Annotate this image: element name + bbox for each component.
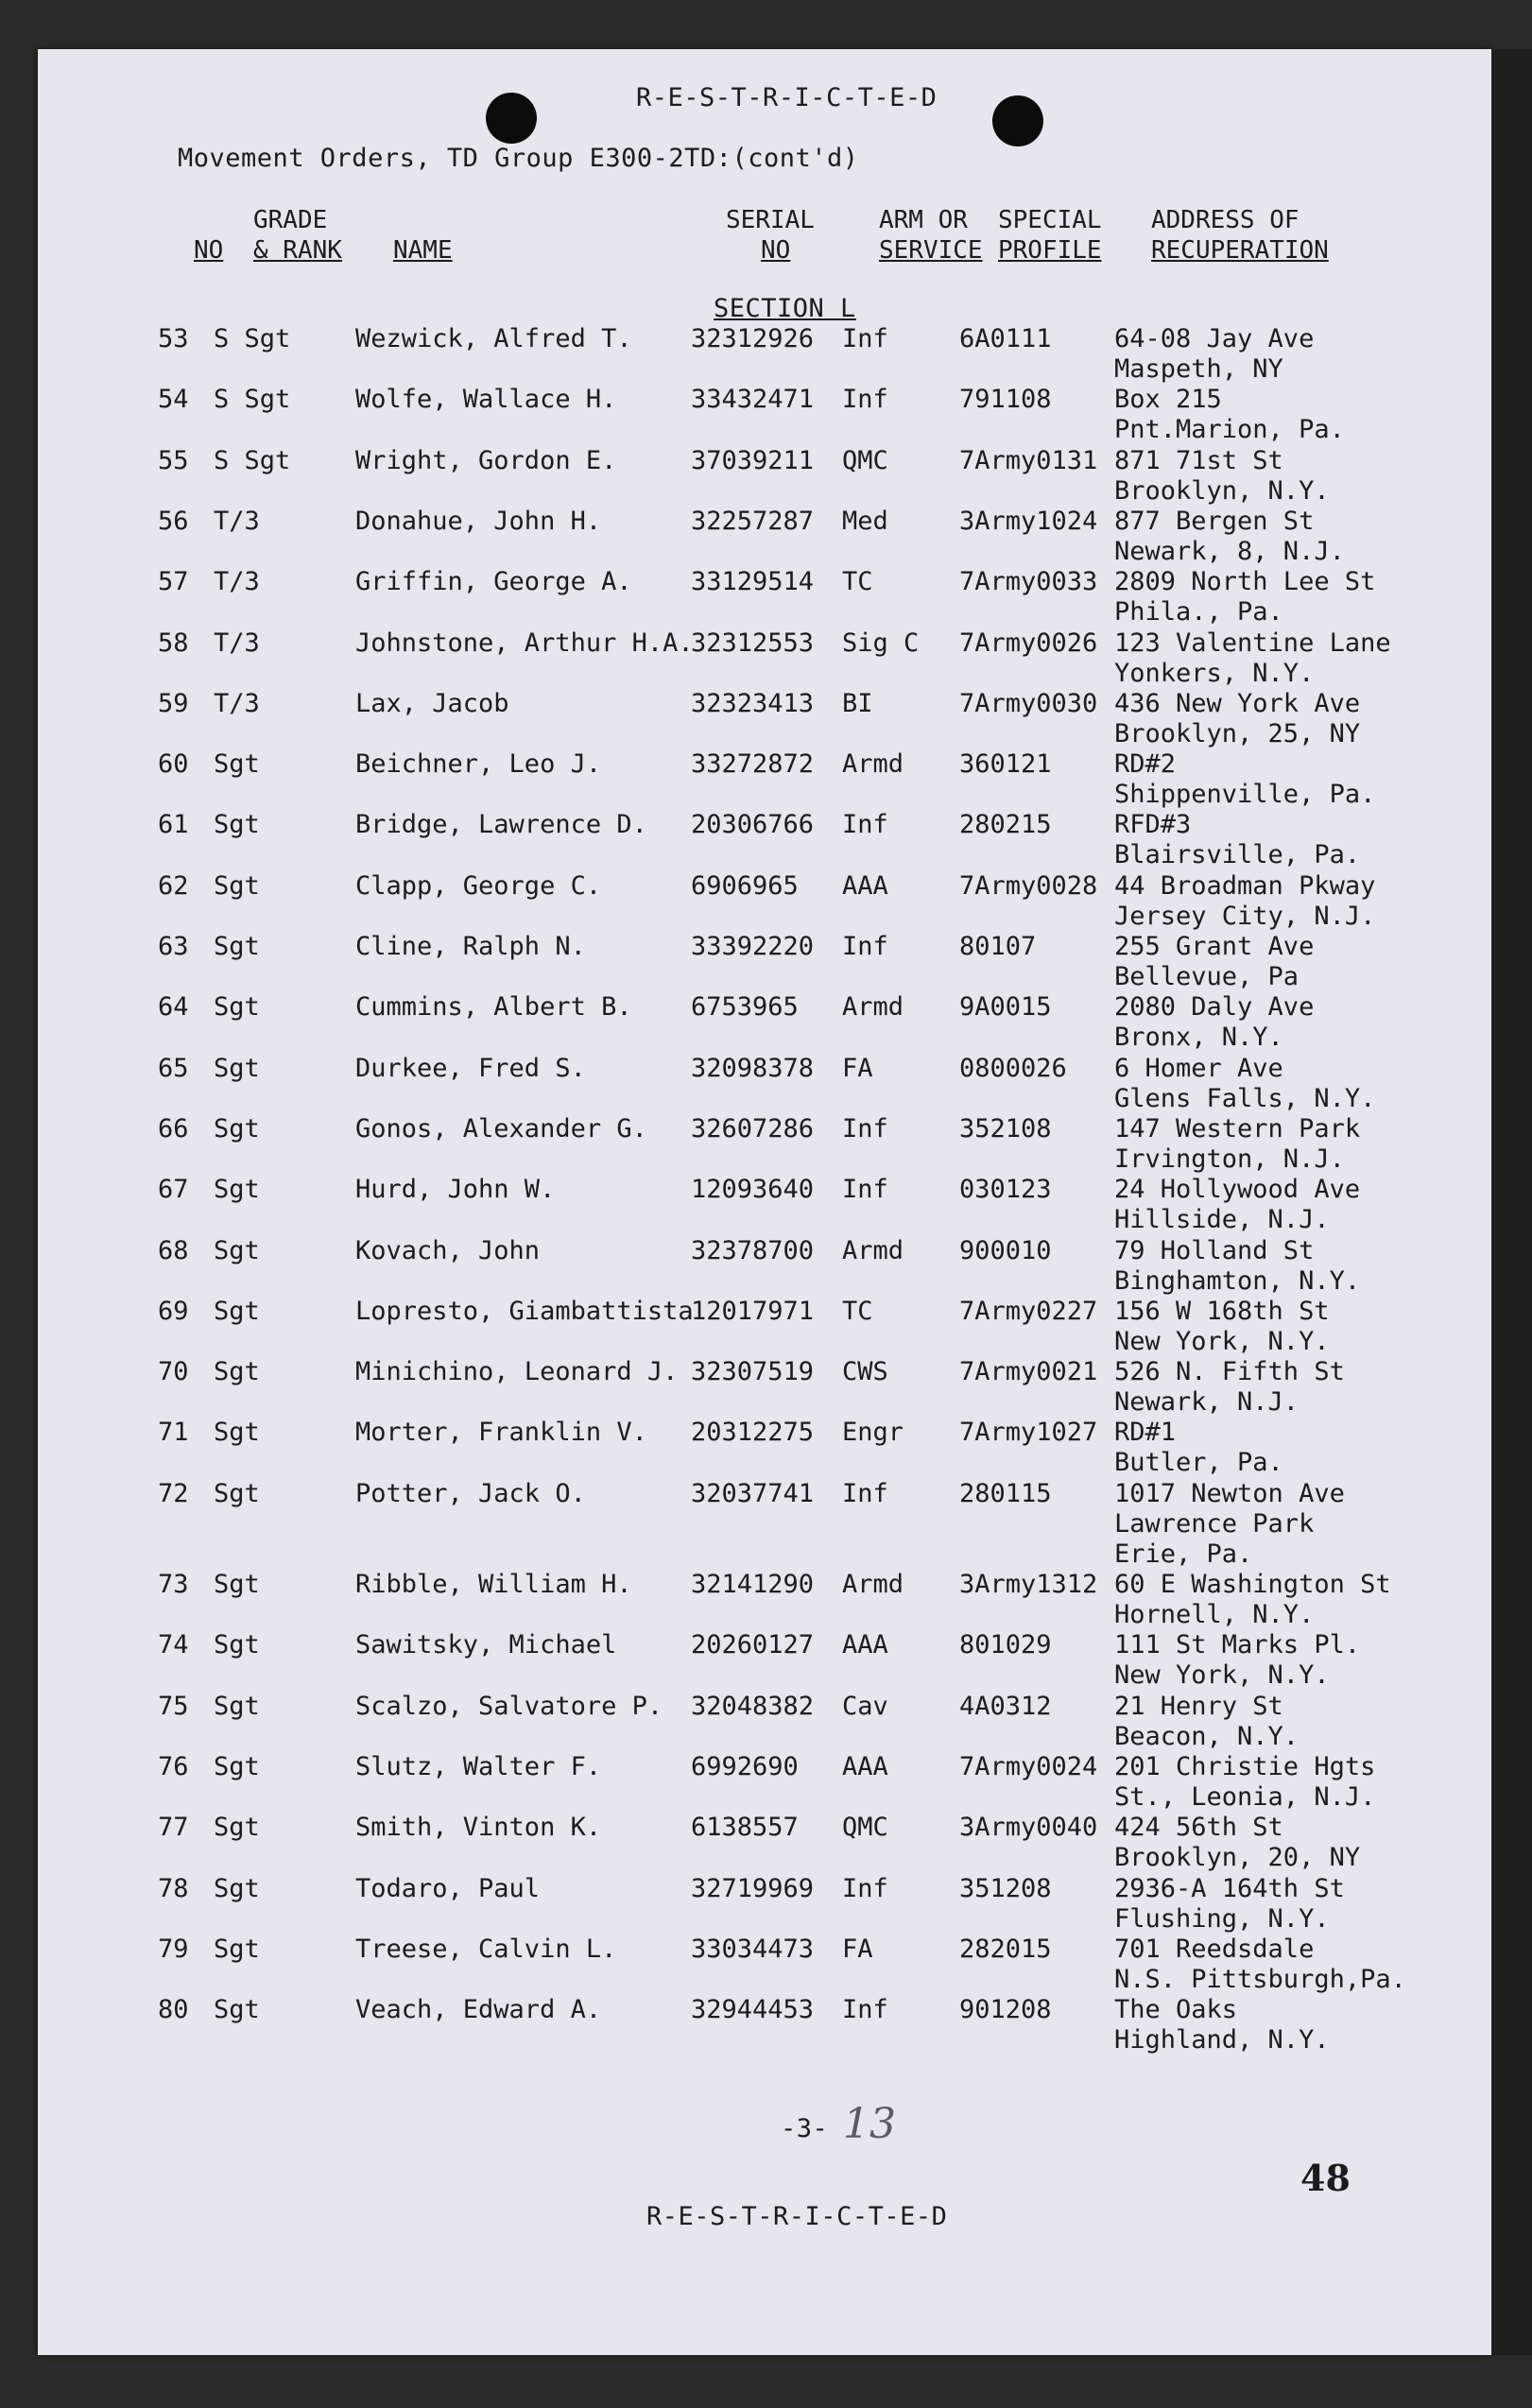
row-address-line-1: 21 Henry St [1114, 1691, 1283, 1721]
row-name: Cummins, Albert B. [355, 992, 632, 1023]
row-arm: AAA [842, 870, 888, 901]
row-serial: 6753965 [691, 992, 799, 1023]
row-name: Sawitsky, Michael [355, 1630, 617, 1660]
row-grade: Sgt [214, 992, 260, 1023]
row-grade: Sgt [214, 1478, 260, 1508]
table-row [0, 1813, 1532, 1873]
table-row [0, 992, 1532, 1053]
row-profile: 282015 [959, 1934, 1052, 1964]
row-number: 62 [158, 870, 189, 901]
row-number: 69 [158, 1296, 189, 1326]
row-grade: Sgt [214, 1113, 260, 1144]
row-profile: 901208 [959, 1995, 1052, 2025]
row-arm: QMC [842, 1813, 888, 1843]
row-address-line-2: Newark, N.J. [1114, 1387, 1300, 1418]
row-name: Veach, Edward A. [355, 1995, 602, 2025]
row-address-line-1: 871 71st St [1114, 445, 1283, 475]
row-address-line-2: Shippenville, Pa. [1114, 780, 1376, 810]
row-serial: 32944453 [691, 1995, 815, 2025]
row-grade: Sgt [214, 1934, 260, 1964]
row-address-line-1: 2936-A 164th St [1114, 1873, 1345, 1903]
row-number: 70 [158, 1357, 189, 1387]
row-profile: 360121 [959, 749, 1052, 780]
row-profile: 7Army1027 [959, 1418, 1098, 1448]
row-profile: 352108 [959, 1113, 1052, 1144]
row-address-line-1: 60 E Washington St [1114, 1570, 1391, 1599]
row-number: 58 [158, 628, 189, 658]
row-number: 74 [158, 1630, 189, 1660]
row-arm: AAA [842, 1751, 888, 1781]
row-serial: 32312553 [691, 628, 815, 658]
row-profile: 030123 [959, 1175, 1052, 1205]
table-row [0, 1995, 1532, 2055]
header-serial-line2: NO [761, 236, 791, 265]
row-grade: S Sgt [214, 385, 291, 415]
row-arm: FA [842, 1053, 873, 1083]
stamp-number: 48 [1300, 2157, 1351, 2199]
row-grade: T/3 [214, 567, 260, 597]
row-address-line-2: Hornell, N.Y. [1114, 1600, 1315, 1629]
row-name: Wezwick, Alfred T. [355, 324, 632, 353]
row-address-line-1: Box 215 [1114, 385, 1222, 415]
row-profile: 3Army1312 [959, 1570, 1098, 1599]
row-arm: Inf [842, 1113, 888, 1144]
row-serial: 32257287 [691, 506, 815, 536]
row-address-line-1: RFD#3 [1114, 810, 1192, 840]
row-profile: 801029 [959, 1630, 1052, 1660]
row-profile: 7Army0227 [959, 1296, 1098, 1326]
row-arm: Med [842, 506, 888, 536]
row-number: 76 [158, 1751, 189, 1781]
row-number: 67 [158, 1175, 189, 1205]
row-address-line-2: Brooklyn, 25, NY [1114, 718, 1361, 748]
row-number: 56 [158, 506, 189, 536]
table-row [0, 1175, 1532, 1235]
row-arm: Engr [842, 1418, 904, 1448]
row-address-line-1: 111 St Marks Pl. [1114, 1630, 1361, 1660]
row-number: 75 [158, 1691, 189, 1721]
row-address-line-2: Pnt.Marion, Pa. [1114, 415, 1345, 445]
row-serial: 20260127 [691, 1630, 815, 1660]
row-name: Durkee, Fred S. [355, 1053, 586, 1083]
table-row [0, 749, 1532, 810]
row-address-line-1: The Oaks [1114, 1995, 1238, 2025]
row-address-line-2: New York, N.Y. [1114, 1660, 1330, 1691]
row-serial: 6138557 [691, 1813, 799, 1843]
row-arm: TC [842, 1296, 873, 1326]
row-name: Hurd, John W. [355, 1175, 556, 1205]
row-address-line-2: Phila., Pa. [1114, 597, 1283, 628]
row-name: Lopresto, Giambattista [355, 1296, 694, 1326]
row-number: 80 [158, 1995, 189, 2025]
header-grade-line2: & RANK [253, 236, 342, 265]
row-name: Cline, Ralph N. [355, 932, 586, 961]
row-name: Scalzo, Salvatore P. [355, 1691, 663, 1721]
row-profile: 3Army0040 [959, 1813, 1098, 1843]
row-profile: 7Army0033 [959, 567, 1098, 597]
row-number: 54 [158, 385, 189, 415]
row-arm: Inf [842, 810, 888, 840]
row-number: 73 [158, 1570, 189, 1599]
row-serial: 32307519 [691, 1357, 815, 1387]
row-address-line-2: Beacon, N.Y. [1114, 1721, 1300, 1751]
row-serial: 37039211 [691, 445, 815, 475]
header-address-line2: RECUPERATION [1151, 236, 1329, 265]
row-number: 65 [158, 1053, 189, 1083]
row-number: 63 [158, 932, 189, 961]
row-number: 78 [158, 1873, 189, 1903]
row-arm: Inf [842, 1478, 888, 1508]
row-serial: 12093640 [691, 1175, 815, 1205]
row-serial: 33034473 [691, 1934, 815, 1964]
row-address-line-1: 44 Broadman Pkway [1114, 870, 1376, 901]
row-serial: 33129514 [691, 567, 815, 597]
row-address-line-2: Glens Falls, N.Y. [1114, 1083, 1376, 1113]
row-name: Ribble, William H. [355, 1570, 632, 1599]
row-grade: T/3 [214, 628, 260, 658]
table-row [0, 567, 1532, 628]
row-profile: 900010 [959, 1235, 1052, 1265]
table-row [0, 1874, 1532, 1935]
row-serial: 32719969 [691, 1873, 815, 1903]
row-grade: Sgt [214, 1751, 260, 1781]
row-arm: Inf [842, 932, 888, 961]
row-name: Todaro, Paul [355, 1873, 541, 1903]
row-grade: Sgt [214, 1873, 260, 1903]
table-row [0, 324, 1532, 385]
row-number: 61 [158, 810, 189, 840]
row-address-line-2: Flushing, N.Y. [1114, 1903, 1330, 1934]
header-arm-line1: ARM OR [879, 206, 968, 234]
row-profile: 0800026 [959, 1053, 1067, 1083]
row-arm: Sig C [842, 628, 920, 658]
row-number: 72 [158, 1478, 189, 1508]
row-address-line-1: 1017 Newton Ave [1114, 1478, 1345, 1508]
row-address-line-2: New York, N.Y. [1114, 1326, 1330, 1356]
row-address-line-1: 79 Holland St [1114, 1235, 1315, 1265]
row-grade: S Sgt [214, 445, 291, 475]
row-profile: 7Army0026 [959, 628, 1098, 658]
row-number: 77 [158, 1813, 189, 1843]
row-grade: Sgt [214, 1053, 260, 1083]
row-grade: Sgt [214, 1813, 260, 1843]
row-name: Lax, Jacob [355, 688, 509, 718]
row-grade: Sgt [214, 1691, 260, 1721]
row-address-line-2: Blairsville, Pa. [1114, 840, 1361, 870]
row-arm: Inf [842, 385, 888, 415]
row-profile: 7Army0021 [959, 1357, 1098, 1387]
restricted-top-marking: R-E-S-T-R-I-C-T-E-D [636, 83, 938, 112]
row-address-line-2: Bronx, N.Y. [1114, 1023, 1283, 1053]
row-profile: 7Army0131 [959, 445, 1098, 475]
row-serial: 32607286 [691, 1113, 815, 1144]
header-name: NAME [393, 236, 453, 265]
row-arm: AAA [842, 1630, 888, 1660]
row-grade: Sgt [214, 1570, 260, 1599]
section-label: SECTION L [714, 294, 856, 323]
row-grade: Sgt [214, 1630, 260, 1660]
row-name: Wright, Gordon E. [355, 445, 617, 475]
row-serial: 32312926 [691, 324, 815, 353]
row-address-line-1: 156 W 168th St [1114, 1296, 1330, 1326]
row-serial: 32378700 [691, 1235, 815, 1265]
row-address-line-1: 255 Grant Ave [1114, 932, 1315, 961]
table-row [0, 1752, 1532, 1813]
handwritten-note: 13 [843, 2100, 896, 2148]
header-no: NO [194, 236, 224, 265]
row-name: Potter, Jack O. [355, 1478, 586, 1508]
row-name: Johnstone, Arthur H.A. [355, 628, 694, 658]
table-row [0, 1114, 1532, 1175]
row-profile: 9A0015 [959, 992, 1052, 1023]
table-row [0, 446, 1532, 507]
row-profile: 7Army0024 [959, 1751, 1098, 1781]
row-address-line-2: Brooklyn, N.Y. [1114, 475, 1330, 506]
table-row [0, 932, 1532, 992]
row-address-line-2: Hillside, N.J. [1114, 1205, 1330, 1235]
table-row [0, 1054, 1532, 1114]
row-address-line-2: Yonkers, N.Y. [1114, 658, 1315, 688]
row-name: Minichino, Leonard J. [355, 1357, 679, 1387]
header-address-line1: ADDRESS OF [1151, 206, 1300, 234]
row-name: Treese, Calvin L. [355, 1934, 617, 1964]
row-arm: Armd [842, 992, 904, 1023]
row-number: 71 [158, 1418, 189, 1448]
row-address-line-2: Irvington, N.J. [1114, 1144, 1345, 1174]
table-row [0, 1692, 1532, 1752]
row-name: Slutz, Walter F. [355, 1751, 602, 1781]
row-arm: Inf [842, 1175, 888, 1205]
row-name: Clapp, George C. [355, 870, 602, 901]
document-title: Movement Orders, TD Group E300-2TD:(cont'd) [178, 144, 859, 173]
header-profile-line2: PROFILE [998, 236, 1102, 265]
row-address-line-1: 64-08 Jay Ave [1114, 324, 1315, 353]
row-address-line-1: 2809 North Lee St [1114, 567, 1376, 597]
row-arm: FA [842, 1934, 873, 1964]
row-name: Bridge, Lawrence D. [355, 810, 647, 840]
page-number: -3- [781, 2114, 829, 2143]
row-arm: QMC [842, 445, 888, 475]
row-arm: Inf [842, 324, 888, 353]
row-name: Morter, Franklin V. [355, 1418, 647, 1448]
header-arm-line2: SERVICE [879, 236, 983, 265]
row-profile: 80107 [959, 932, 1037, 961]
row-number: 59 [158, 688, 189, 718]
row-serial: 32048382 [691, 1691, 815, 1721]
row-serial: 33392220 [691, 932, 815, 961]
row-grade: Sgt [214, 1357, 260, 1387]
row-serial: 32098378 [691, 1053, 815, 1083]
row-grade: Sgt [214, 870, 260, 901]
row-address-line-2: St., Leonia, N.J. [1114, 1781, 1376, 1812]
row-profile: 351208 [959, 1873, 1052, 1903]
row-profile: 6A0111 [959, 324, 1052, 353]
row-address-line-2: N.S. Pittsburgh,Pa. [1114, 1964, 1406, 1994]
table-row [0, 810, 1532, 870]
table-row [0, 385, 1532, 445]
row-serial: 32323413 [691, 688, 815, 718]
row-arm: Armd [842, 749, 904, 780]
table-row [0, 1236, 1532, 1297]
row-number: 57 [158, 567, 189, 597]
row-serial: 20306766 [691, 810, 815, 840]
row-address-line-1: 2080 Daly Ave [1114, 992, 1315, 1023]
row-serial: 33272872 [691, 749, 815, 780]
table-row [0, 507, 1532, 567]
row-serial: 32141290 [691, 1570, 815, 1599]
table-row [0, 1357, 1532, 1418]
row-address-line-2: Brooklyn, 20, NY [1114, 1843, 1361, 1873]
restricted-bottom-marking: R-E-S-T-R-I-C-T-E-D [646, 2202, 948, 2231]
row-address-line-2: Lawrence Park [1114, 1508, 1315, 1539]
row-address-line-2: Highland, N.Y. [1114, 2025, 1330, 2055]
row-serial: 20312275 [691, 1418, 815, 1448]
row-number: 66 [158, 1113, 189, 1144]
row-address-line-2: Binghamton, N.Y. [1114, 1265, 1361, 1296]
row-grade: S Sgt [214, 324, 291, 353]
row-address-line-1: 436 New York Ave [1114, 688, 1361, 718]
row-grade: Sgt [214, 932, 260, 961]
table-row [0, 1570, 1532, 1630]
header-profile-line1: SPECIAL [998, 206, 1102, 234]
row-address-line-2: Butler, Pa. [1114, 1448, 1283, 1478]
row-address-line-1: 526 N. Fifth St [1114, 1357, 1345, 1387]
row-name: Beichner, Leo J. [355, 749, 602, 780]
row-number: 79 [158, 1934, 189, 1964]
table-row [0, 1935, 1532, 1995]
table-row [0, 628, 1532, 689]
table-row [0, 1418, 1532, 1478]
row-grade: T/3 [214, 506, 260, 536]
row-serial: 12017971 [691, 1296, 815, 1326]
row-serial: 32037741 [691, 1478, 815, 1508]
row-address-line-1: 424 56th St [1114, 1813, 1283, 1843]
table-row [0, 1478, 1532, 1569]
row-arm: Armd [842, 1570, 904, 1599]
table-row [0, 689, 1532, 749]
row-profile: 280215 [959, 810, 1052, 840]
row-arm: Inf [842, 1995, 888, 2025]
row-name: Donahue, John H. [355, 506, 602, 536]
row-address-line-2: Newark, 8, N.J. [1114, 536, 1345, 566]
row-name: Smith, Vinton K. [355, 1813, 602, 1843]
row-grade: Sgt [214, 1296, 260, 1326]
row-address-line-1: RD#2 [1114, 749, 1177, 780]
row-grade: Sgt [214, 1235, 260, 1265]
row-number: 64 [158, 992, 189, 1023]
row-name: Wolfe, Wallace H. [355, 385, 617, 415]
row-address-line-1: 877 Bergen St [1114, 506, 1315, 536]
row-profile: 7Army0028 [959, 870, 1098, 901]
row-address-line-1: 6 Homer Ave [1114, 1053, 1283, 1083]
row-grade: Sgt [214, 1175, 260, 1205]
table-row [0, 871, 1532, 932]
row-profile: 4A0312 [959, 1691, 1052, 1721]
row-number: 60 [158, 749, 189, 780]
header-serial-line1: SERIAL [726, 206, 815, 234]
row-grade: Sgt [214, 1995, 260, 2025]
row-grade: Sgt [214, 749, 260, 780]
row-name: Griffin, George A. [355, 567, 632, 597]
row-grade: Sgt [214, 1418, 260, 1448]
row-address-line-1: 701 Reedsdale [1114, 1934, 1315, 1964]
row-grade: T/3 [214, 688, 260, 718]
row-address-line-1: 147 Western Park [1114, 1113, 1361, 1144]
table-row [0, 1297, 1532, 1357]
row-address-line-1: 123 Valentine Lane [1114, 628, 1391, 658]
row-profile: 3Army1024 [959, 506, 1098, 536]
row-arm: TC [842, 567, 873, 597]
row-address-line-2: Jersey City, N.J. [1114, 901, 1376, 931]
table-row [0, 1630, 1532, 1691]
row-arm: Armd [842, 1235, 904, 1265]
header-grade-line1: GRADE [253, 206, 328, 234]
row-arm: BI [842, 688, 873, 718]
row-profile: 280115 [959, 1478, 1052, 1508]
row-number: 55 [158, 445, 189, 475]
row-address-line-1: RD#1 [1114, 1418, 1177, 1448]
row-address-line-2: Bellevue, Pa [1114, 962, 1300, 991]
row-arm: Inf [842, 1873, 888, 1903]
row-address-line-1: 201 Christie Hgts [1114, 1751, 1376, 1781]
row-name: Kovach, John [355, 1235, 541, 1265]
row-serial: 6906965 [691, 870, 799, 901]
row-profile: 7Army0030 [959, 688, 1098, 718]
row-profile: 791108 [959, 385, 1052, 415]
row-arm: CWS [842, 1357, 888, 1387]
row-name: Gonos, Alexander G. [355, 1113, 647, 1144]
row-grade: Sgt [214, 810, 260, 840]
row-address-line-2: Maspeth, NY [1114, 354, 1283, 384]
row-address-line-1: 24 Hollywood Ave [1114, 1175, 1361, 1205]
row-serial: 33432471 [691, 385, 815, 415]
row-arm: Cav [842, 1691, 888, 1721]
row-number: 68 [158, 1235, 189, 1265]
row-serial: 6992690 [691, 1751, 799, 1781]
row-number: 53 [158, 324, 189, 353]
row-address-line-3: Erie, Pa. [1114, 1539, 1253, 1569]
